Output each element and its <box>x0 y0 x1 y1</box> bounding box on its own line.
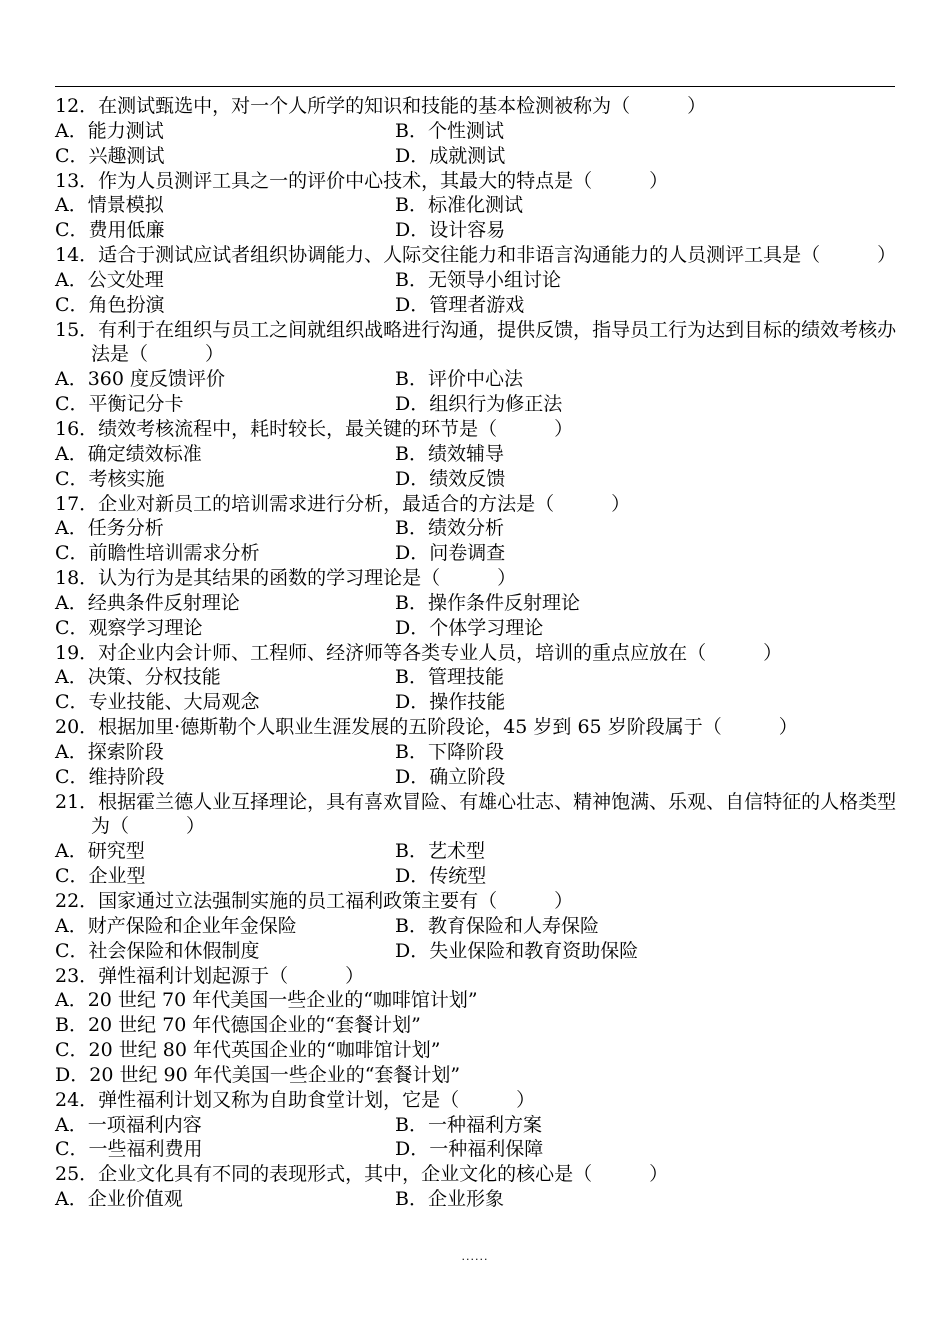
question-22-stem: 22．国家通过立法强制实施的员工福利政策主要有（ ） <box>55 890 574 912</box>
question-21-option-d: D．传统型 <box>395 865 487 888</box>
question-18-option-d: D．个体学习理论 <box>395 616 544 639</box>
question-12-options-row-2 <box>55 144 897 169</box>
question-18-option-a: A．经典条件反射理论 <box>55 591 240 614</box>
question-24-options-row-2 <box>55 1137 897 1162</box>
question-12-option-a: A．能力测试 <box>55 119 164 142</box>
question-13-stem: 13．作为人员测评工具之一的评价中心技术，其最大的特点是（ ） <box>55 169 669 192</box>
question-17-option-b: B．绩效分析 <box>395 517 504 540</box>
question-22-option-b: B．教育保险和人寿保险 <box>395 914 599 937</box>
question-13-option-a: A．情景模拟 <box>55 194 164 217</box>
question-13-option-c: C．费用低廉 <box>55 219 165 242</box>
question-20-options-row-2 <box>55 765 897 790</box>
question-13-option-b: B．标准化测试 <box>395 194 523 217</box>
question-20-stem: 20．根据加里·德斯勒个人职业生涯发展的五阶段论，45 岁到 65 岁阶段属于（ ） <box>55 716 798 739</box>
question-17-option-a: A．任务分析 <box>55 517 164 540</box>
question-16-stem: 16．绩效考核流程中，耗时较长，最关键的环节是（ ） <box>55 417 574 440</box>
question-21-options-row-2 <box>55 864 897 889</box>
question-23-option-b: B．20 世纪 70 年代德国企业的“套餐计划” <box>55 1014 421 1037</box>
question-list <box>55 94 897 1212</box>
question-18-option-c: C．观察学习理论 <box>55 616 203 639</box>
question-22-options-row-2 <box>55 939 897 964</box>
question-15-stem: 15．有利于在组织与员工之间就组织战略进行沟通，提供反馈，指导员工行为达到目标的绩效考核办法是（ ） <box>55 318 897 366</box>
question-23-option-a: A．20 世纪 70 年代美国一些企业的“咖啡馆计划” <box>55 989 478 1012</box>
question-19-option-c: C．专业技能、大局观念 <box>55 691 260 714</box>
top-rule <box>55 86 895 87</box>
question-14-options-row-2 <box>55 293 897 318</box>
question-14-options-row-1 <box>55 268 897 293</box>
question-19-option-b: B．管理技能 <box>395 666 504 689</box>
question-17-option-d: D．问卷调查 <box>395 542 506 565</box>
question-19-options-row-2 <box>55 690 897 715</box>
question-24-option-d: D．一种福利保障 <box>395 1138 544 1161</box>
question-17-options-row-2 <box>55 541 897 566</box>
question-21-option-c: C．企业型 <box>55 865 146 888</box>
question-15-option-a: A．360 度反馈评价 <box>55 368 226 391</box>
question-20-option-c: C．维持阶段 <box>55 765 165 788</box>
question-12-option-d: D．成就测试 <box>395 144 506 167</box>
question-21-option-a: A．研究型 <box>55 840 145 863</box>
question-17-stem: 17．企业对新员工的培训需求进行分析，最适合的方法是（ ） <box>55 492 631 515</box>
question-24-options-row-1 <box>55 1113 897 1138</box>
question-19-options-row-1 <box>55 665 897 690</box>
question-20-option-d: D．确立阶段 <box>395 765 506 788</box>
question-21-options-row-1 <box>55 839 897 864</box>
question-16-option-a: A．确定绩效标准 <box>55 442 202 465</box>
question-25-option-a: A．企业价值观 <box>55 1188 183 1211</box>
question-14-option-c: C．角色扮演 <box>55 293 165 316</box>
question-21-option-b: B．艺术型 <box>395 840 485 863</box>
question-16-options-row-1 <box>55 442 897 467</box>
question-22-option-d: D．失业保险和教育资助保险 <box>395 939 639 962</box>
question-24-option-c: C．一些福利费用 <box>55 1138 203 1161</box>
question-18-option-b: B．操作条件反射理论 <box>395 591 580 614</box>
question-18-stem: 18．认为行为是其结果的函数的学习理论是（ ） <box>55 567 517 590</box>
question-24-stem: 24．弹性福利计划又称为自助食堂计划，它是（ ） <box>55 1088 536 1111</box>
question-25-options-row-1 <box>55 1187 897 1212</box>
question-16-options-row-2 <box>55 467 897 492</box>
question-23-option-d: D．20 世纪 90 年代美国一些企业的“套餐计划” <box>55 1063 461 1086</box>
question-18-options-row-1 <box>55 591 897 616</box>
question-12-stem: 12．在测试甄选中，对一个人所学的知识和技能的基本检测被称为（ ） <box>55 95 707 117</box>
question-15-option-c: C．平衡记分卡 <box>55 393 184 416</box>
question-20-options-row-1 <box>55 740 897 765</box>
question-14-stem: 14．适合于测试应试者组织协调能力、人际交往能力和非语言沟通能力的人员测评工具是（ ） <box>55 244 897 267</box>
question-19-stem: 19．对企业内会计师、工程师、经济师等各类专业人员，培训的重点应放在（ ） <box>55 641 783 664</box>
question-17-options-row-1 <box>55 516 897 541</box>
question-21-stem: 21．根据霍兰德人业互择理论，具有喜欢冒险、有雄心壮志、精神饱满、乐观、自信特征的人格类型为（ ） <box>55 790 897 838</box>
question-14-option-d: D．管理者游戏 <box>395 293 525 316</box>
question-16-option-b: B．绩效辅导 <box>395 442 504 465</box>
question-20-option-a: A．探索阶段 <box>55 740 164 763</box>
question-22-option-c: C．社会保险和休假制度 <box>55 939 260 962</box>
question-24-option-a: A．一项福利内容 <box>55 1113 202 1136</box>
question-23-stem: 23．弹性福利计划起源于（ ） <box>55 964 365 987</box>
question-15-options-row-1 <box>55 367 897 392</box>
page-footer-ellipsis: ...... <box>461 1250 489 1263</box>
question-17-option-c: C．前瞻性培训需求分析 <box>55 542 260 565</box>
question-15-option-d: D．组织行为修正法 <box>395 393 563 416</box>
question-25-option-b: B．企业形象 <box>395 1188 504 1211</box>
question-22-option-a: A．财产保险和企业年金保险 <box>55 914 297 937</box>
question-16-option-d: D．绩效反馈 <box>395 467 506 490</box>
question-13-options-row-2 <box>55 218 897 243</box>
question-22-options-row-1 <box>55 914 897 939</box>
question-20-option-b: B．下降阶段 <box>395 740 504 763</box>
question-12-option-c: C．兴趣测试 <box>55 144 165 167</box>
question-15-option-b: B．评价中心法 <box>395 368 523 391</box>
question-14-option-a: A．公文处理 <box>55 268 164 291</box>
question-23-option-c: C．20 世纪 80 年代英国企业的“咖啡馆计划” <box>55 1039 441 1062</box>
question-16-option-c: C．考核实施 <box>55 467 165 490</box>
question-19-option-d: D．操作技能 <box>395 691 506 714</box>
question-15-options-row-2 <box>55 392 897 417</box>
question-13-option-d: D．设计容易 <box>395 219 506 242</box>
question-13-options-row-1 <box>55 193 897 218</box>
question-12-options-row-1 <box>55 119 897 144</box>
question-12-option-b: B．个性测试 <box>395 119 504 142</box>
question-24-option-b: B．一种福利方案 <box>395 1113 542 1136</box>
question-25-stem: 25．企业文化具有不同的表现形式，其中，企业文化的核心是（ ） <box>55 1163 669 1186</box>
question-14-option-b: B．无领导小组讨论 <box>395 268 561 291</box>
question-18-options-row-2 <box>55 616 897 641</box>
question-19-option-a: A．决策、分权技能 <box>55 666 221 689</box>
